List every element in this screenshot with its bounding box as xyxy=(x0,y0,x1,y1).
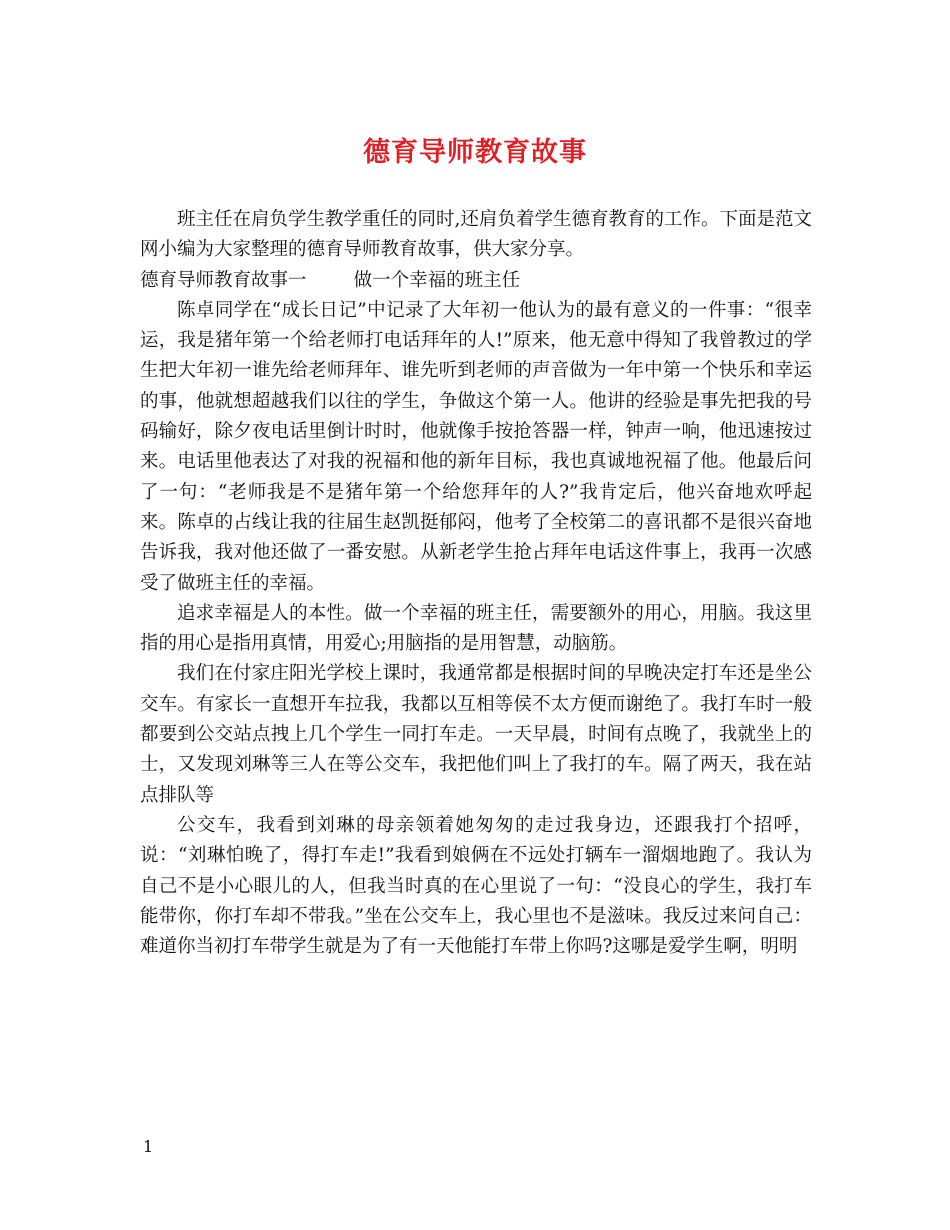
section-heading-label: 德育导师教育故事一 xyxy=(140,269,307,291)
document-body xyxy=(140,205,812,962)
story-paragraph-4: 公交车，我看到刘琳的母亲领着她匆匆的走过我身边，还跟我打个招呼，说：“刘琳怕晚了，得打车走!”我看到娘俩在不远处打辆车一溜烟地跑了。我认为自己不是小心眼儿的人，但我当时真的在心里说了一句：“没良心的学生，我打车能带你，你打车却不带我。”坐在公交车上，我心里也不是滋味。我反过来问自己：难道你当初打车带学生就是为了有一天他能打车带上你吗?这哪是爱学生啊，明明 xyxy=(140,814,812,958)
intro-paragraph: 班主任在肩负学生教学重任的同时,还肩负着学生德育教育的工作。下面是范文网小编为大家整理的德育导师教育故事，供大家分享。 xyxy=(140,209,812,261)
page-number: 1 xyxy=(143,1137,154,1156)
story-paragraph-2: 追求幸福是人的本性。做一个幸福的班主任，需要额外的用心，用脑。我这里指的用心是指用真情，用爱心;用脑指的是用智慧，动脑筋。 xyxy=(140,602,812,655)
section-heading xyxy=(140,266,812,296)
document-title: 德育导师教育故事 xyxy=(363,137,587,168)
section-heading-subtitle: 做一个幸福的班主任 xyxy=(353,269,521,291)
story-paragraph-1: 陈卓同学在“成长日记”中记录了大年初一他认为的最有意义的一件事：“很幸运，我是猪年第一个给老师打电话拜年的人!”原来，他无意中得知了我曾教过的学生把大年初一谁先给老师拜年、谁先听到老师的声音做为一年中第一个快乐和幸运的事，他就想超越我们以往的学生，争做这个第一人。他讲的经验是事先把我的号码输好，除夕夜电话里倒计时时，他就像手按抢答器一样，钟声一响，他迅速按过来。电话里他表达了对我的祝福和他的新年目标，我也真诚地祝福了他。他最后问了一句：“老师我是不是猪年第一个给您拜年的人?”我肯定后，他兴奋地欢呼起来。陈卓的占线让我的往届生赵凯挺郁闷，他考了全校第二的喜讯都不是很兴奋地告诉我，我对他还做了一番安慰。从新老学生抢占拜年电话这件事上，我再一次感受了做班主任的幸福。 xyxy=(140,299,812,594)
story-paragraph-3: 我们在付家庄阳光学校上课时，我通常都是根据时间的早晚决定打车还是坐公交车。有家长一直想开车拉我，我都以互相等侯不太方便而谢绝了。我打车时一般都要到公交站点拽上几个学生一同打车走。一天早晨，时间有点晚了，我就坐上的士，又发现刘琳等三人在等公交车，我把他们叫上了我打的车。隔了两天，我在站点排队等 xyxy=(140,663,812,806)
